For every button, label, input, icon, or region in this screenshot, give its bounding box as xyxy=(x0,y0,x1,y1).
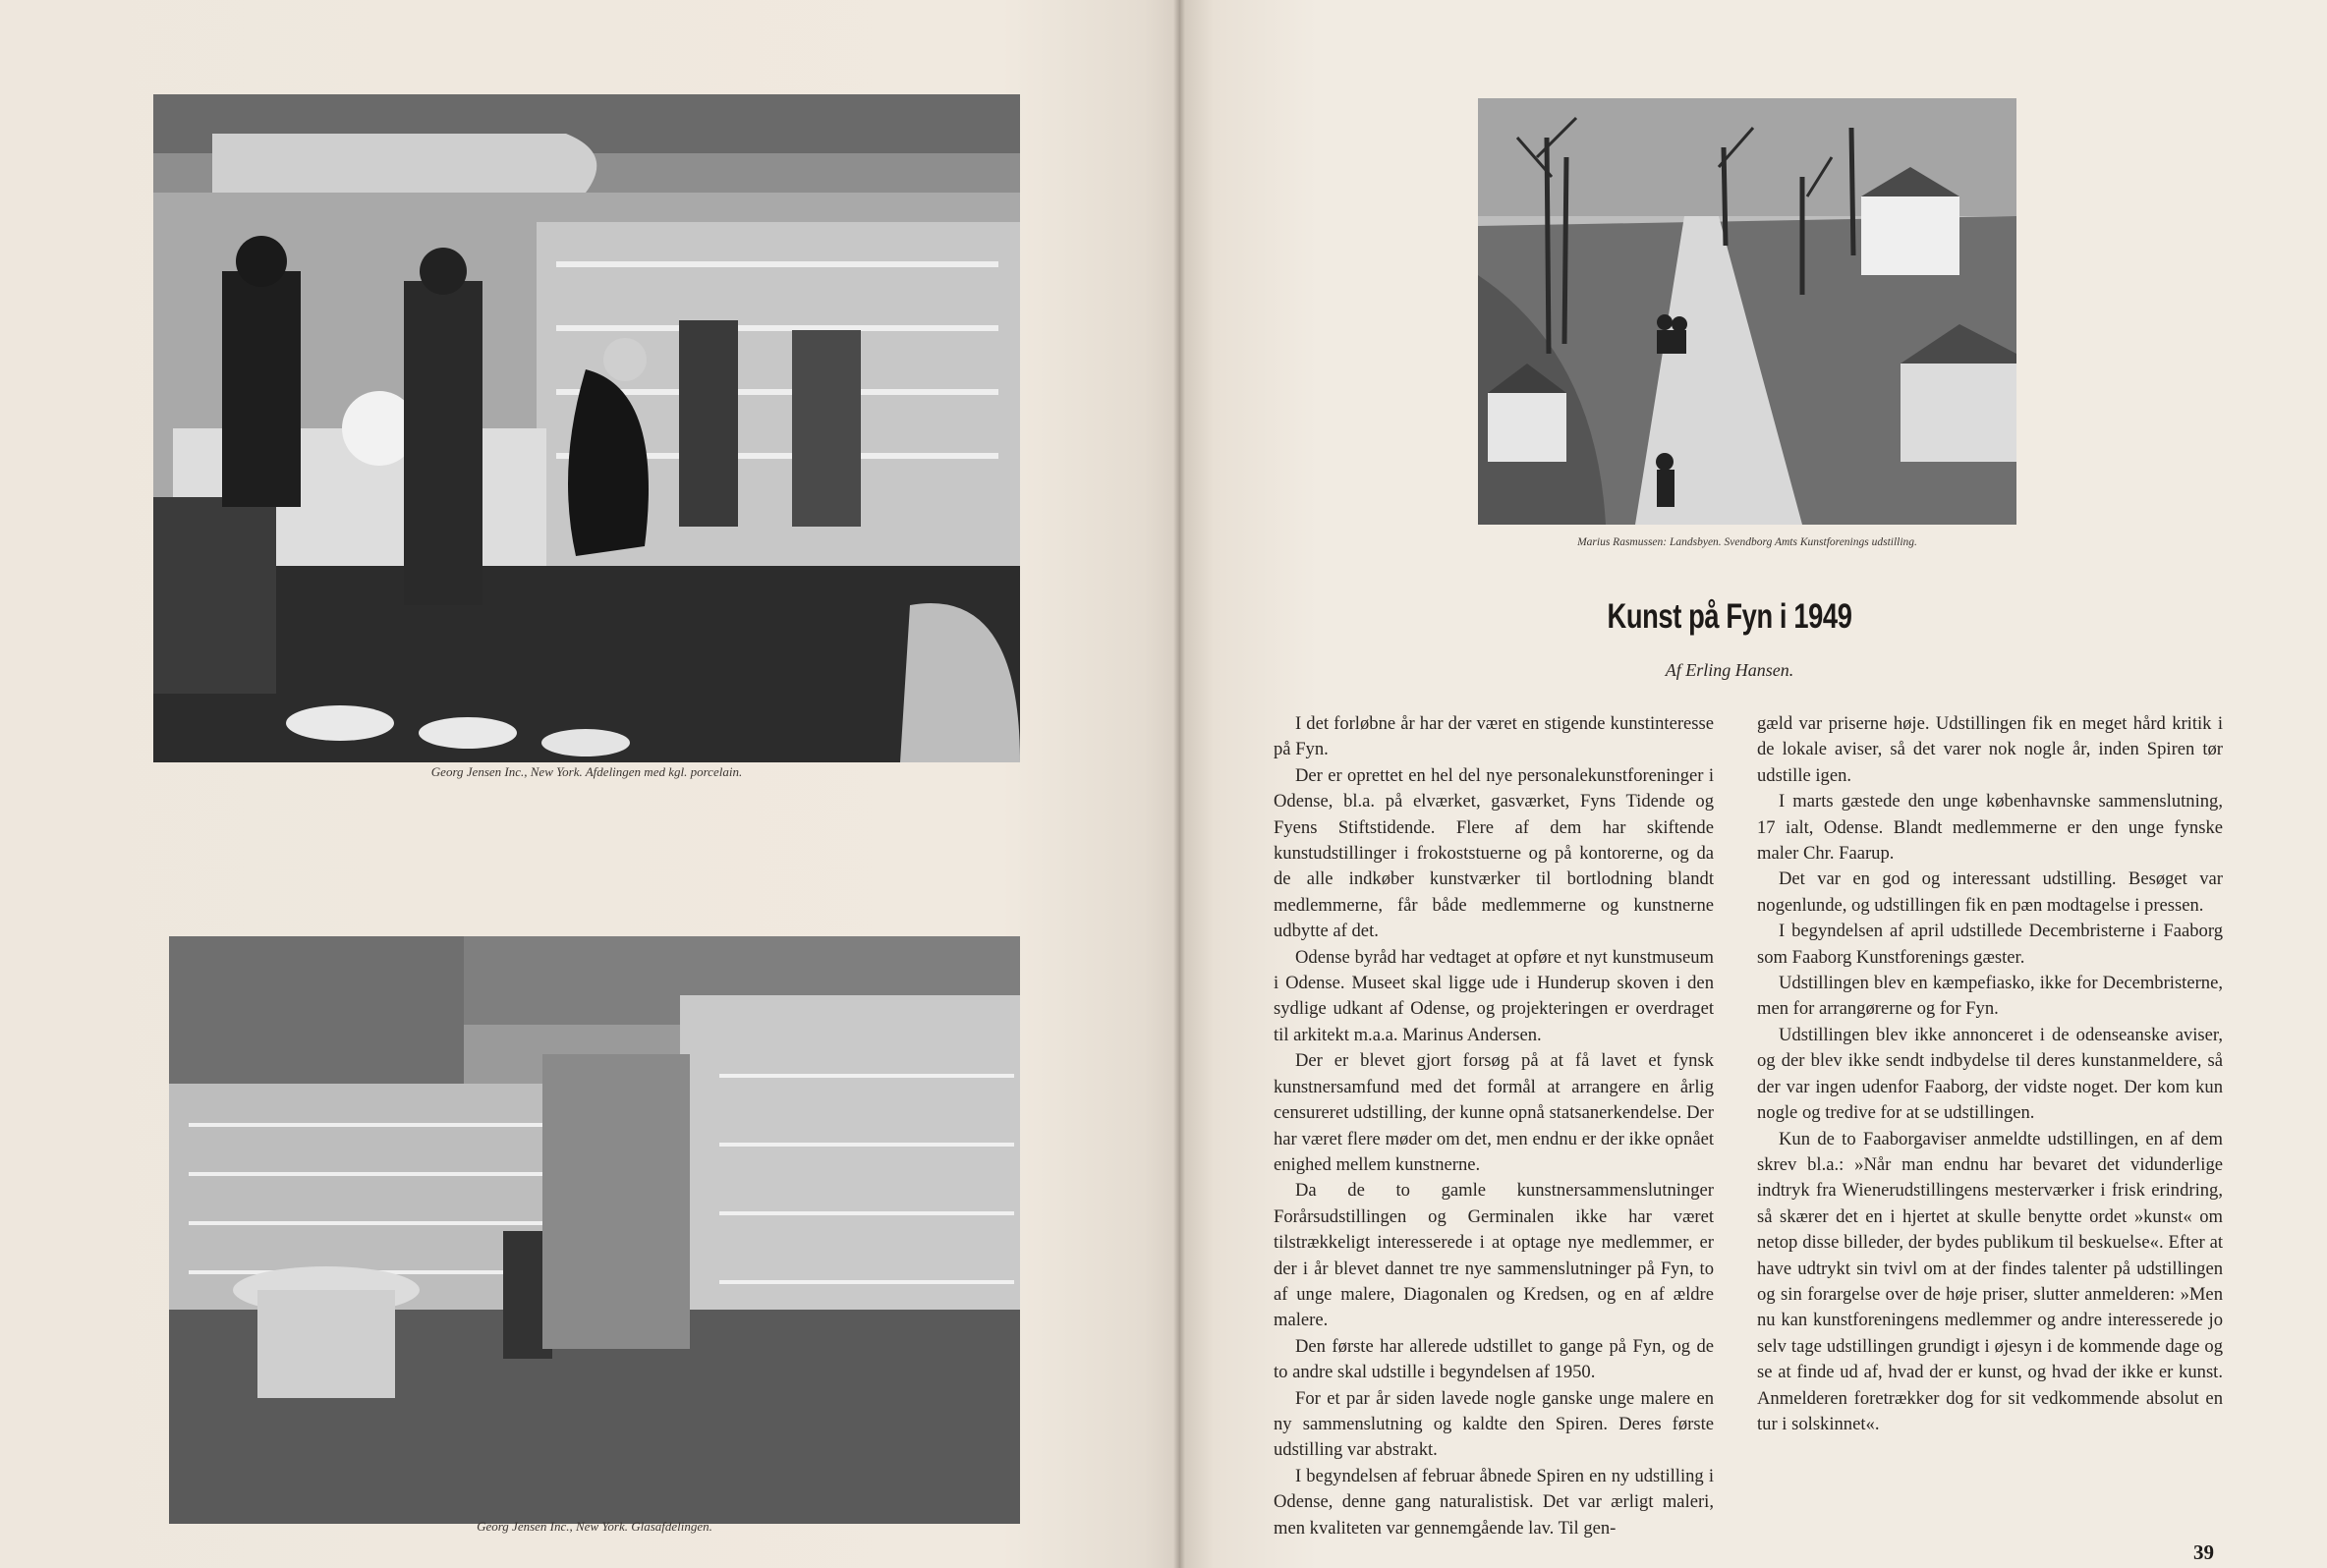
article-paragraph: Der er blevet gjort forsøg på at få lavet et fynsk kunstnersamfund med det formål at arrangere en årlig censureret udstilling, der kunne opnå statsanerkendelse. Der har været flere møder om det, men endnu er der ikke opnået enighed mellem kunstnerne. xyxy=(1274,1050,1714,1175)
article-paragraph: Udstillingen blev en kæmpefiasko, ikke for Decembristerne, men for arrangørerne og for Fyn. xyxy=(1757,973,2223,1020)
porcelain-photo-drawing xyxy=(153,94,1020,762)
painting-caption: Marius Rasmussen: Landsbyen. Svendborg Amts Kunstforenings udstilling. xyxy=(1577,536,1917,548)
article-paragraph: Kun de to Faaborgaviser anmeldte udstillingen, en af dem skrev bl.a.: »Når man endnu har bevaret det vidunderlige indtryk fra Wienerudstillingens mesterværker i frisk erindring, så skærer det en i hjertet at skulle benytte ordet »kunst« om netop disse billeder, der bydes publikum til beskuelse«. Efter at have udtrykt sin tvivl om at der findes talenter på udstillingen og sin forargelse over de høje priser, slutter anmelderen: »Men nu kan kunstforeningens medlemmer og andre interesserede jo selv tage udstillingen grundigt i øjesyn i de kommende dage og se at finde ud af, hvad der er kunst, og hvad der ikke er kunst. Anmelderen foretrækker dog for sit vedkommende absolut en tur i solskinnet«. xyxy=(1757,1128,2223,1434)
glass-department-photo xyxy=(169,936,1020,1524)
article-paragraph: Da de to gamle kunstnersammenslutninger Forårsudstillingen og Germinalen ikke har været tilstrækkeligt interesserede i at optage nye medlemmer, er der i år blevet dannet tre nye sammenslutninger på Fyn, to af unge malere, Diagonalen og Kredsen, og en af ældre malere. xyxy=(1274,1180,1714,1331)
article-paragraph: Den første har allerede udstillet to gange på Fyn, og de to andre skal udstille i begyndelsen af 1950. xyxy=(1274,1335,1714,1383)
porcelain-department-photo xyxy=(153,94,1020,762)
article-paragraph: Udstillingen blev ikke annonceret i de odenseanske aviser, og der blev ikke sendt indbydelse til deres kunstanmeldere, så der var ingen udenfor Faaborg, der vidste noget. Der kom kun nogle og tredive for at se udstillingen. xyxy=(1757,1024,2223,1124)
article-paragraph: Det var en god og interessant udstilling. Besøget var nogenlunde, og udstillingen fik en pæn modtagelse i pressen. xyxy=(1757,868,2223,916)
article-column-1 xyxy=(1274,711,1714,1541)
article-paragraph: I begyndelsen af februar åbnede Spiren en ny udstilling i Odense, denne gang naturalistisk. Det var ærligt maleri, men kvaliteten var gennemgående lav. Til gen- xyxy=(1274,1465,1714,1539)
book-gutter xyxy=(1173,0,1185,1568)
glass-photo-drawing xyxy=(169,936,1020,1524)
article-byline: Af Erling Hansen. xyxy=(1665,660,1794,680)
porcelain-photo-caption: Georg Jensen Inc., New York. Afdelingen med kgl. porcelain. xyxy=(430,764,743,779)
page-number: 39 xyxy=(2193,1540,2214,1564)
article-paragraph: I marts gæstede den unge københavnske sammenslutning, 17 ialt, Odense. Blandt medlemmerne er den unge fynske maler Chr. Faarup. xyxy=(1757,791,2223,865)
article-paragraph: Odense byråd har vedtaget at opføre et nyt kunstmuseum i Odense. Museet skal ligge ude i Hunderup skoven i den sydlige udkant af Odense, og projekteringen er overdraget til arkitekt m.a.a. Marinus Andersen. xyxy=(1274,946,1714,1045)
article-title: Kunst på Fyn i 1949 xyxy=(1607,597,1852,636)
article-paragraph: I begyndelsen af april udstillede Decembristerne i Faaborg som Faaborg Kunstforenings gæster. xyxy=(1757,921,2223,968)
article-paragraph: I det forløbne år har der været en stigende kunstinteresse på Fyn. xyxy=(1274,713,1714,760)
painting-landsbyen xyxy=(1478,98,2016,525)
article-column-2 xyxy=(1757,711,2223,1437)
article-paragraph-continued: gæld var priserne høje. Udstillingen fik en meget hård kritik i de lokale aviser, så det varer nok nogle år, inden Spiren tør udstille igen. xyxy=(1757,713,2223,786)
article-paragraph: Der er oprettet en hel del nye personalekunstforeninger i Odense, bl.a. på elværket, gasværket, Fyns Tidende og Fyens Stiftstidende. Flere af dem har skiftende kunstudstillinger i frokoststuerne og på kontorerne, og da de alle indkøber kunstværker til bortlodning blandt medlemmerne, får både medlemmerne og kunstnerne udbytte af det. xyxy=(1274,764,1714,942)
glass-photo-caption: Georg Jensen Inc., New York. Glasafdelingen. xyxy=(477,1519,712,1534)
article-paragraph: For et par år siden lavede nogle ganske unge malere en ny sammenslutning og kaldte den Spiren. Deres første udstilling var abstrakt. xyxy=(1274,1387,1714,1461)
painting-drawing xyxy=(1478,98,2016,525)
